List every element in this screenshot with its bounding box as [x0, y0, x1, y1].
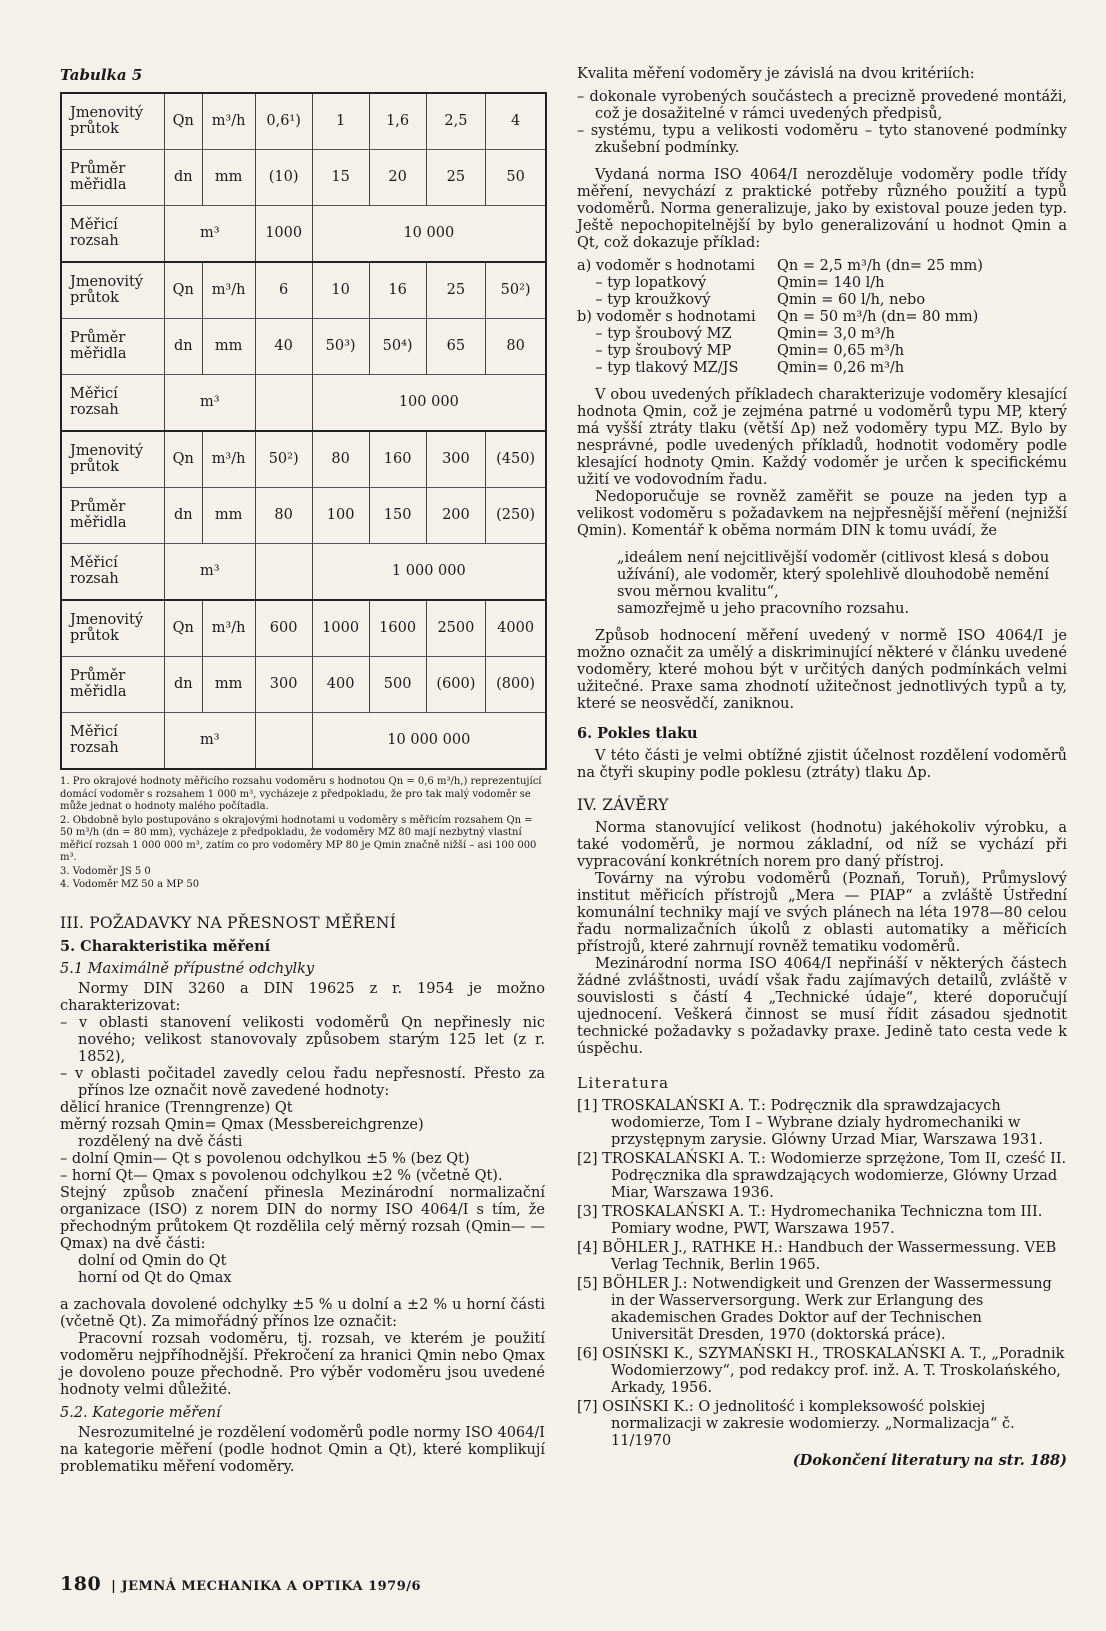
line: dolní od Qmin do Qt [78, 1252, 227, 1269]
table-cell: 15 [312, 150, 369, 206]
table-cell: Průměr měřidla [61, 488, 165, 544]
subsubsection-heading: 5.1 Maximálně přípustné odchylky [60, 960, 315, 977]
table-cell: m³/h [202, 262, 255, 319]
example-line: – typ tlakový MZ/JS Qmin= 0,26 m³/h [577, 360, 905, 376]
table-cell: 65 [426, 319, 486, 375]
table-row [61, 206, 546, 263]
table-cell: dn [165, 150, 203, 206]
table-cell: 80 [486, 319, 546, 375]
table-cell [255, 544, 312, 601]
journal-name: JEMNÁ MECHANIKA A OPTIKA 1979/6 [121, 1579, 422, 1594]
table-cell: 150 [369, 488, 426, 544]
paragraph: Továrny na výrobu vodoměrů (Poznaň, Toruň), Průmyslový institut měřicích přístrojů „Mera — PIAP“ a zvláště Ústřední komunální techniky mají ve svých plánech na léta 1978—80 celou řadu normalizačních úkolů z oblasti automatiky a měřicích přístrojů, které zahrnují rovněž tematiku vodoměrů. [577, 871, 1067, 955]
table-cell: 10 [312, 262, 369, 319]
quote: „ideálem není nejcitlivější vodoměr (citlivost klesá s dobou užívání), ale vodoměr, který spolehlivě dlouhodobě nemění svou měrnou kvalitu“, [617, 550, 1050, 600]
table-cell: Průměr měřidla [61, 150, 165, 206]
table-cell: Jmenovitý průtok [61, 93, 165, 150]
table-cell: Měřicí rozsah [61, 713, 165, 770]
table-cell: 16 [369, 262, 426, 319]
reference-list [577, 1098, 1067, 1450]
right-column [577, 66, 1067, 1469]
table-cell: Měřicí rozsah [61, 206, 165, 263]
table-cell: Jmenovitý průtok [61, 431, 165, 488]
table-cell: m³/h [202, 431, 255, 488]
table-cell: 300 [426, 431, 486, 488]
table-cell: 50³) [312, 319, 369, 375]
table-cell: 20 [369, 150, 426, 206]
paragraph: Mezinárodní norma ISO 4064/I nepřináší v některých částech žádné zvláštnosti, uvádí však řadu zajímavých detailů, zvláště v souvislosti s částí 4 „Technické údaje“, které doporučují ujednocení. Veškerá činnost se musí řídit zásadou sjednotit technické požadavky s požadavky praxe. Jedině tato cesta vede k úspěchu. [577, 956, 1067, 1057]
paragraph: Kvalita měření vodoměry je závislá na dvou kritériích: [577, 66, 975, 82]
table-cell: Měřicí rozsah [61, 544, 165, 601]
table-cell: 300 [255, 657, 312, 713]
spec-table [60, 92, 547, 770]
table-row [61, 431, 546, 488]
example-line: – typ kroužkový Qmin = 60 l/h, nebo [577, 292, 926, 308]
table-cell: 600 [255, 600, 312, 657]
paragraph: Nesrozumitelné je rozdělení vodoměrů podle normy ISO 4064/I na kategorie měření (podle hodnot Qmin a Qt), které komplikují problematiku měření vodoměry. [60, 1424, 545, 1475]
table-cell: mm [202, 657, 255, 713]
table-cell: 2,5 [426, 93, 486, 150]
table-row [61, 93, 546, 150]
table-cell: Průměr měřidla [61, 657, 165, 713]
table-cell: (250) [486, 488, 546, 544]
table-cell: m³ [165, 375, 256, 432]
table-cell: 50²) [486, 262, 546, 319]
table-cell: 50 [486, 150, 546, 206]
line: horní od Qt do Qmax [78, 1269, 232, 1286]
table-cell: Qn [165, 431, 203, 488]
table-cell: 50⁴) [369, 319, 426, 375]
table-cell: 400 [312, 657, 369, 713]
table-cell: 100 [312, 488, 369, 544]
example-line: – typ lopatkový Qmin= 140 l/h [577, 275, 885, 291]
table-cell: (800) [486, 657, 546, 713]
table-cell [255, 713, 312, 770]
quote: samozřejmě u jeho pracovního rozsahu. [617, 601, 910, 617]
table-cell: dn [165, 657, 203, 713]
table-cell: 100 000 [312, 375, 546, 432]
table-cell: 4 [486, 93, 546, 150]
paragraph: V této části je velmi obtížné zjistit účelnost rozdělení vodoměrů na čtyři skupiny podle poklesu (ztráty) tlaku Δp. [577, 748, 1067, 781]
table-cell: Měřicí rozsah [61, 375, 165, 432]
example-line: – typ šroubový MP Qmin= 0,65 m³/h [577, 343, 905, 359]
paragraph: Pracovní rozsah vodoměru, tj. rozsah, ve kterém je použití vodoměru nejpříhodnější. Překročení za hranici Qmin nebo Qmax je dovoleno pouze přechodně. Pro výběr vodoměru jsou uvedené hodnoty velmi důležité. [60, 1330, 545, 1398]
reference: [1] TROSKALAŃSKI A. T.: Podręcznik dla sprawdzajacych wodomierze, Tom I – Wybrane dzialy hydromechaniki w przystępnym zarysie. Glówny Urzad Miar, Warszawa 1931. [577, 1098, 1043, 1148]
reference: [2] TROSKALAŃSKI A. T.: Wodomierze sprzężone, Tom II, cześć II. Podręcznika dla sprawdzających wodomierze, Glówny Urzad Miar, Warszawa 1936. [577, 1151, 1067, 1201]
table-cell: 1000 [255, 206, 312, 263]
table-cell: (600) [426, 657, 486, 713]
table-cell [255, 375, 312, 432]
subsubsection-heading: 5.2. Kategorie měření [60, 1404, 221, 1421]
page-number: 180 [60, 1573, 102, 1595]
table-cell: 2500 [426, 600, 486, 657]
table-notes [60, 776, 545, 892]
example-line: b) vodoměr s hodnotami Qn = 50 m³/h (dn= 80 mm) [577, 309, 979, 325]
table-cell: 10 000 000 [312, 713, 546, 770]
paragraph: V obou uvedených příkladech charakterizuje vodoměry klesající hodnota Qmin, což je zejména patrné u vodoměrů typu MP, který má vyšší ztráty tlaku (větší Δp) než vodoměry typu MZ. Bylo by nesprávné, podle uvedených příkladů, hodnotit vodoměry podle klesající hodnoty Qmin. Každý vodoměr je určen k specifickému užití ve vodovodním řadu. [577, 387, 1067, 488]
table-cell: 160 [369, 431, 426, 488]
table-cell: 50²) [255, 431, 312, 488]
table-cell: dn [165, 319, 203, 375]
reference: [7] OSIŃSKI K.: O jednolitość i kompleksowość polskiej normalizacji w zakresie wodomierzy. „Normalizacja“ č. 11/1970 [577, 1399, 1015, 1449]
dash-item: – dokonale vyrobených součástech a precizně provedené montáži, což je dosažitelné v rámci uvedených předpisů, [577, 89, 1067, 122]
paragraph: a zachovala dovolené odchylky ±5 % u dolní a ±2 % u horní části (včetně Qt). Za mimořádný přínos lze označit: [60, 1296, 545, 1330]
paragraph: Způsob hodnocení měření uvedený v normě ISO 4064/I je možno označit za umělý a diskriminující některé v článku uvedené vodoměry, které mohou být v určitých daných podmínkách velmi užitečné. Praxe sama zhodnotí užitečnost jednotlivých typů a ty, které se neosvědčí, zaniknou. [577, 628, 1067, 712]
subsection-heading: 6. Pokles tlaku [577, 725, 698, 742]
table-cell: Qn [165, 262, 203, 319]
table-cell: 40 [255, 319, 312, 375]
paragraph: Vydaná norma ISO 4064/I nerozděluje vodoměry podle třídy měření, nevychází z praktické potřeby různého použití a typů vodoměrů. Norma generalizuje, jako by existoval pouze jeden typ. Ještě nepochopitelnější by bylo generalizování u hodnot Qmin a Qt, což dokazuje příklad: [577, 167, 1067, 251]
note: 1. Pro okrajové hodnoty měřicího rozsahu vodoměru s hodnotou Qn = 0,6 m³/h,) reprezentující domácí vodoměr s rozsahem 1 000 m³, vycházeje z předpokladu, že pro tak malý vodoměr se může jednat o hodnoty malého počítadla. [60, 776, 542, 812]
literature-heading: Literatura [577, 1074, 670, 1092]
paragraph: Norma stanovující velikost (hodnotu) jakéhokoliv výrobku, a také vodoměrů, je normou základní, od níž se vychází při vypracování konkrétních norem pro daný přístroj. [577, 820, 1067, 870]
line: dělicí hranice (Trenngrenze) Qt [60, 1099, 293, 1116]
table-cell: m³ [165, 206, 256, 263]
table-cell: 1600 [369, 600, 426, 657]
continuation-note: (Dokončení literatury na str. 188) [792, 1452, 1067, 1469]
table-cell: Jmenovitý průtok [61, 262, 165, 319]
table-cell: 6 [255, 262, 312, 319]
table-cell: 4000 [486, 600, 546, 657]
dash-item: – systému, typu a velikosti vodoměru – tyto stanovené podmínky zkušební podmínky. [577, 123, 1067, 156]
table-cell: 1 [312, 93, 369, 150]
table-cell: 25 [426, 262, 486, 319]
paragraph: Normy DIN 3260 a DIN 19625 z r. 1954 je možno charakterizovat: [60, 980, 545, 1014]
example-line: a) vodoměr s hodnotami Qn = 2,5 m³/h (dn= 25 mm) [577, 258, 983, 274]
left-column [60, 66, 545, 1476]
table-cell: dn [165, 488, 203, 544]
page-footer: 180 | JEMNÁ MECHANIKA A OPTIKA 1979/6 [60, 1573, 422, 1595]
table-cell: (10) [255, 150, 312, 206]
table-cell: 80 [312, 431, 369, 488]
table-cell: m³/h [202, 600, 255, 657]
table-cell: 1 000 000 [312, 544, 546, 601]
table-row [61, 544, 546, 601]
table-cell: 1,6 [369, 93, 426, 150]
table-row [61, 375, 546, 432]
note: 4. Vodoměr MZ 50 a MP 50 [60, 879, 200, 890]
table-cell: 1000 [312, 600, 369, 657]
table-row [61, 657, 546, 713]
table-row [61, 319, 546, 375]
reference: [4] BÖHLER J., RATHKE H.: Handbuch der Wassermessung. VEB Verlag Technik, Berlin 1965. [577, 1240, 1057, 1273]
table-row [61, 713, 546, 770]
table-row [61, 262, 546, 319]
dash-item: – v oblasti počitadel zavedly celou řadu nepřesností. Přesto za přínos lze označit nově zavedené hodnoty: [60, 1065, 545, 1099]
table-cell: 10 000 [312, 206, 546, 263]
subsection-heading: 5. Charakteristika měření [60, 937, 271, 955]
table-cell: Jmenovitý průtok [61, 600, 165, 657]
table-cell: mm [202, 488, 255, 544]
table-row [61, 150, 546, 206]
table-cell: m³ [165, 713, 256, 770]
table-caption: Tabulka 5 [60, 66, 143, 84]
table-cell: Průměr měřidla [61, 319, 165, 375]
table-cell: mm [202, 150, 255, 206]
table-cell: 80 [255, 488, 312, 544]
section-heading: IV. ZÁVĚRY [577, 796, 669, 814]
table-cell: m³ [165, 544, 256, 601]
note: 3. Vodoměr JS 5 0 [60, 865, 151, 877]
line: – horní Qt— Qmax s povolenou odchylkou ±2 % (včetně Qt). [60, 1167, 503, 1184]
table-row [61, 488, 546, 544]
table-cell: m³/h [202, 93, 255, 150]
example-line: – typ šroubový MZ Qmin= 3,0 m³/h [577, 326, 895, 342]
table-row [61, 600, 546, 657]
table-cell: 25 [426, 150, 486, 206]
line: měrný rozsah Qmin= Qmax (Messbereichgrenze) [60, 1116, 424, 1133]
table-cell: 500 [369, 657, 426, 713]
reference: [6] OSIŃSKI K., SZYMAŃSKI H., TROSKALAŃSKI A. T., „Poradnik Wodomierzowy“, pod redakcy prof. inž. A. T. Troskolańského, Arkady, 1956. [577, 1346, 1065, 1396]
paragraph: Stejný způsob značení přinesla Mezinárodní normalizační organizace (ISO) z norem DIN do normy ISO 4064/I s tím, že přechodným průtokem Qt rozdělila celý měrný rozsah (Qmin— — Qmax) na dvě části: [60, 1184, 545, 1252]
line: rozdělený na dvě části [78, 1133, 243, 1150]
line: – dolní Qmin— Qt s povolenou odchylkou ±5 % (bez Qt) [60, 1150, 470, 1167]
table-cell: 200 [426, 488, 486, 544]
table-cell: 0,6¹) [255, 93, 312, 150]
reference: [5] BÖHLER J.: Notwendigkeit und Grenzen der Wassermessung in der Wasserversorgung. Werk zur Erlangung des akademischen Grades Doktor auf der Technischen Universität Dresden, 1970 (doktorská práce). [577, 1276, 1052, 1343]
table-cell: mm [202, 319, 255, 375]
note: 2. Obdobně bylo postupováno s okrajovými hodnotami u vodoměry s měřicím rozsahem Qn = 50 m³/h (dn = 80 mm), vycházeje z předpokladu, že vodoměry MZ 80 mají nezbytný vlastní měřicí rozsah 1 000 000 m³, zatím co pro vodoměry MP 80 je Qmin značně nižší – asi 100 000 m³. [60, 814, 537, 863]
table-cell: Qn [165, 600, 203, 657]
table-cell: (450) [486, 431, 546, 488]
paragraph: Nedoporučuje se rovněž zaměřit se pouze na jeden typ a velikost vodoměru s požadavkem na nejpřesnější měření (nejnižší Qmin). Komentář k oběma normám DIN k tomu uvádí, že [577, 489, 1067, 539]
table-cell: Qn [165, 93, 203, 150]
reference: [3] TROSKALAŃSKI A. T.: Hydromechanika Techniczna tom III. Pomiary wodne, PWT, Warszawa 1957. [577, 1204, 1043, 1237]
section-heading: III. POŽADAVKY NA PŘESNOST MĚŘENÍ [60, 913, 397, 932]
dash-item: – v oblasti stanovení velikosti vodoměrů Qn nepřinesly nic nového; velikost stanovovaly způsobem starým 125 let (z r. 1852), [60, 1014, 545, 1065]
example-list [577, 258, 1067, 377]
